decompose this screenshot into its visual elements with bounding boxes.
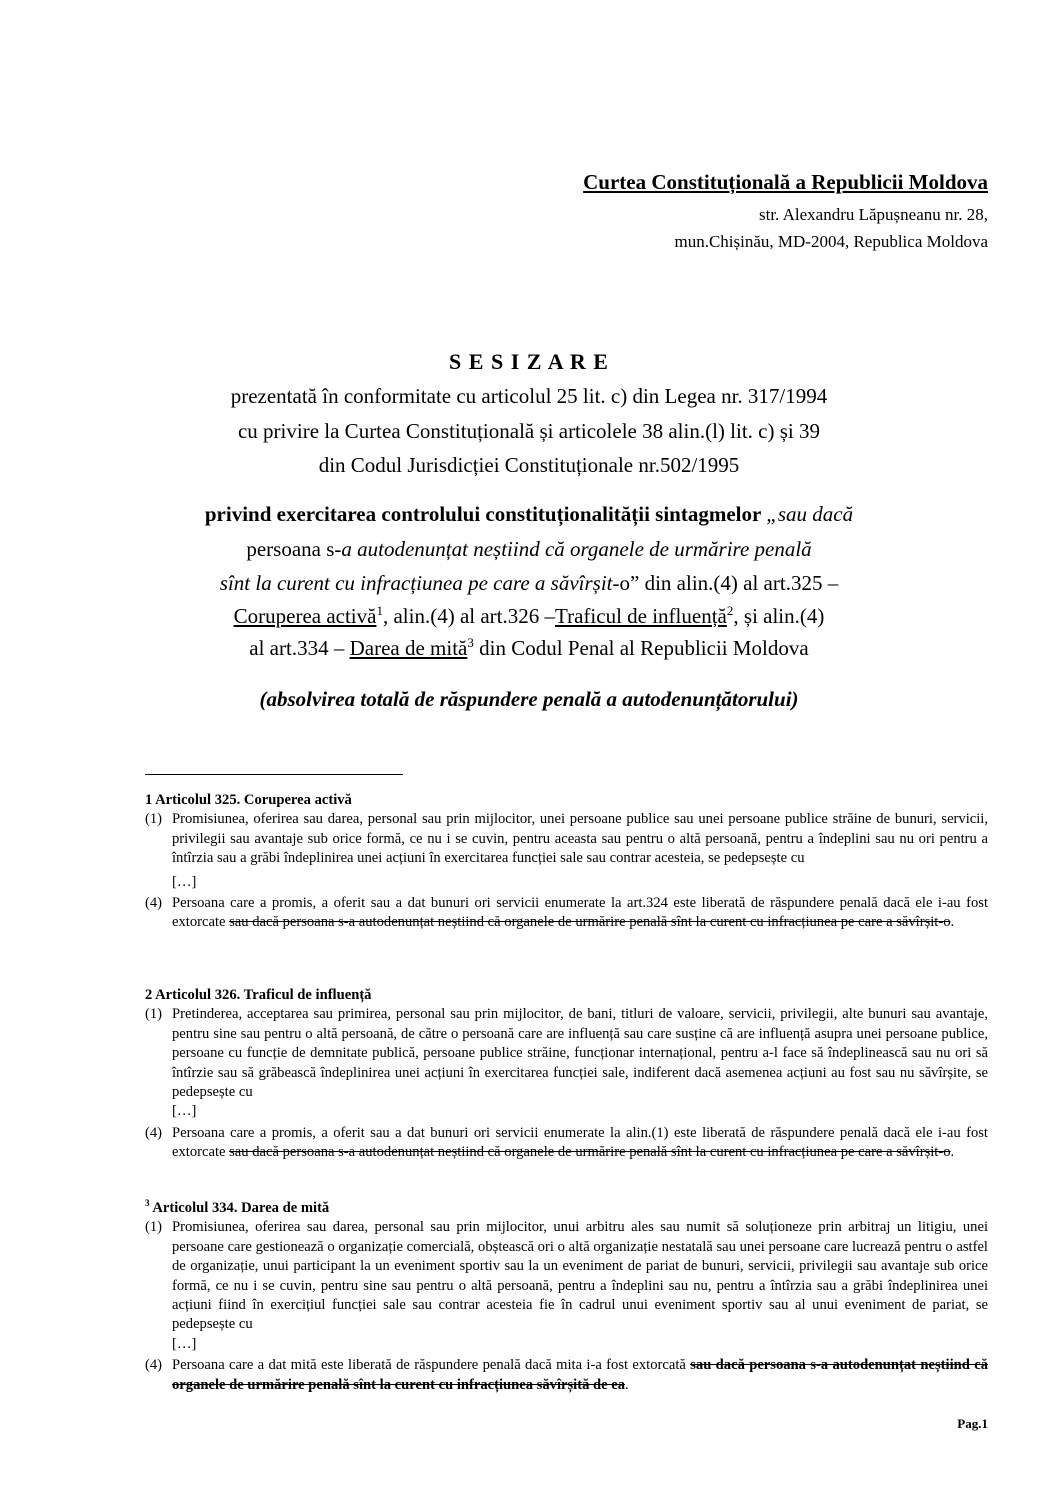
footnote-2-title: 2 Articolul 326. Traficul de influență (145, 987, 372, 1003)
heading-line-3: din Codul Jurisdicției Constituționale nr.502/1995 (318, 453, 740, 477)
heading-line-2: cu privire la Curtea Constituțională și articolele 38 alin.(l) lit. c) și 39 (237, 419, 820, 443)
ref-darea-de-mita: Darea de mită (349, 636, 468, 660)
heading-line-1: prezentată în conformitate cu articolul 25 lit. c) din Legea nr. 317/1994 (230, 384, 828, 408)
addressee-institution: Curtea Constituțională a Republicii Moldova (583, 170, 988, 194)
footnote-3-para-4: (4) Persoana care a dat mită este liberată de răspundere penală dacă mita i-a fost extorcată sau dacă persoana s-a autodenunțat neștiind că organele de urmărire penală sînt la curent cu infracțiunea săvîrșită de ea. (145, 1357, 988, 1393)
footnote-3 (145, 1199, 988, 1395)
subject-note: (absolvirea totală de răspundere penală a autodenunțătorului) (259, 687, 799, 711)
footnote-1-title: 1 Articolul 325. Coruperea activă (145, 792, 352, 808)
footnote-3-para-1: (1) Promisiunea, oferirea sau darea, personal sau prin mijlocitor, unui arbitru ales sau numit să soluționeze prin arbitraj un litigiu, unei persoane care gestionează o organizație comercială, obștească ori o altă organizație nestatală sau unei persoane care lucrează pentru o astfel de organizație, unui participant la un eveniment sportiv sau la un eveniment de pariat de bunuri, servicii, privilegii sau avantaje sub orice formă, ce nu i se cuvin, pentru sine sau pentru o altă persoană, pentru a îndeplini sau nu, pentru a întîrzia sau a grăbi îndeplinirea unei acțiuni fiind în exercițiul funcției sale sau contrar acesteia fie în cadrul unui eveniment sportiv sau al unui eveniment de pariat, se pedepsește cu (145, 1219, 988, 1333)
struck-phrase: sau dacă persoana s-a autodenunțat neștiind că organele de urmărire penală sînt la curent cu infracțiunea săvîrșită de ea (172, 1357, 988, 1393)
page-number: Pag.1 (957, 1416, 988, 1431)
document-title: S E S I Z A R E (449, 349, 609, 374)
addressee-city: mun.Chișinău, MD-2004, Republica Moldova (674, 232, 988, 251)
subject-line-5: al art.334 – Darea de mită$^3$ din Codul Penal al Republicii Moldova (249, 635, 809, 660)
footnote-2-ellipsis: […] (172, 1103, 197, 1120)
addressee-street: str. Alexandru Lăpușneanu nr. 28, (759, 205, 988, 224)
footnote-3-ellipsis: […] (172, 1335, 197, 1352)
struck-phrase: sau dacă persoana s-a autodenunțat neștiind că organele de urmărire penală sînt la curent cu infracțiunea pe care a săvîrșit-o (229, 1144, 951, 1161)
footnote-2 (145, 986, 988, 1163)
footnote-3-title: $^3$ Articolul 334. Darea de mită (145, 1198, 330, 1216)
footnote-2-para-4: (4) Persoana care a promis, a oferit sau a dat bunuri ori servicii enumerate la alin.(1) este liberată de răspundere penală dacă ele i-au fost extorcate sau dacă persoana s-a autodenunțat neștiind că organele de urmărire penală sînt la curent cu infracțiunea pe care a săvîrșit-o. (145, 1124, 988, 1161)
ref-traficul-de-influenta: Traficul de influență (555, 604, 727, 628)
subject-line-2: persoana s-a autodenunțat neștiind că organele de urmărire penală (246, 537, 812, 561)
footnote-separator (145, 774, 403, 775)
subject-line-3: sînt la curent cu infracțiunea pe care a săvîrșit-o” din alin.(4) al art.325 – (219, 571, 839, 595)
footnote-1-para-4: (4) Persoana care a promis, a oferit sau a dat bunuri ori servicii enumerate la art.324 este liberată de răspundere penală dacă ele i-au fost extorcate sau dacă persoana s-a autodenunțat neștiind că organele de urmărire penală sînt la curent cu infracțiunea pe care a săvîrșit-o. (145, 895, 988, 931)
footnote-1-ellipsis: […] (172, 873, 197, 890)
subject-bold-intro: privind exercitarea controlului constituționalității sintagmelor (204, 502, 767, 526)
footnote-1 (145, 791, 988, 933)
subject-line-4: Coruperea activă$^1$, alin.(4) al art.326 –Traficul de influență$^2$, și alin.(4) (233, 603, 825, 628)
footnote-2-para-1: (1) Pretinderea, acceptarea sau primirea, personal sau prin mijlocitor, de bani, titluri de valoare, servicii, privilegii, alte bunuri sau avantaje, pentru sine sau pentru o altă persoană, de către o persoană care are influență sau care susține că are influență asupra unei persoane publice, persoane cu funcție de demnitate publică, persoane publice străine, funcționar internațional, pentru a-l face să îndeplinească sau nu ori să întîrzie sau să grăbească îndeplinirea unei acțiuni în exercitarea funcției sale, indiferent dacă asemenea acțiuni au fost sau nu săvîrșite, se pedepsește cu (145, 1006, 988, 1101)
footnote-1-para-1: (1) Promisiunea, oferirea sau darea, personal sau prin mijlocitor, unei persoane publice sau unei persoane publice străine de bunuri, servicii, privilegii sau avantaje sub orice formă, ce nu i se cuvin, pentru aceasta sau pentru o altă persoană, pentru a îndeplini sau nu ori pentru a întîrzia sau a grăbi îndeplinirea unei acțiuni în exercitarea funcției sale sau contrar acesteia, se pedepsește cu (145, 811, 988, 867)
subject-quote-open: „sau dacă (766, 502, 854, 526)
subject-line-1 (0, 502, 1058, 527)
ref-coruperea-activa: Coruperea activă (233, 604, 377, 628)
struck-phrase: sau dacă persoana s-a autodenunțat neștiind că organele de urmărire penală sînt la curent cu infracțiunea pe care a săvîrșit-o (229, 914, 951, 931)
